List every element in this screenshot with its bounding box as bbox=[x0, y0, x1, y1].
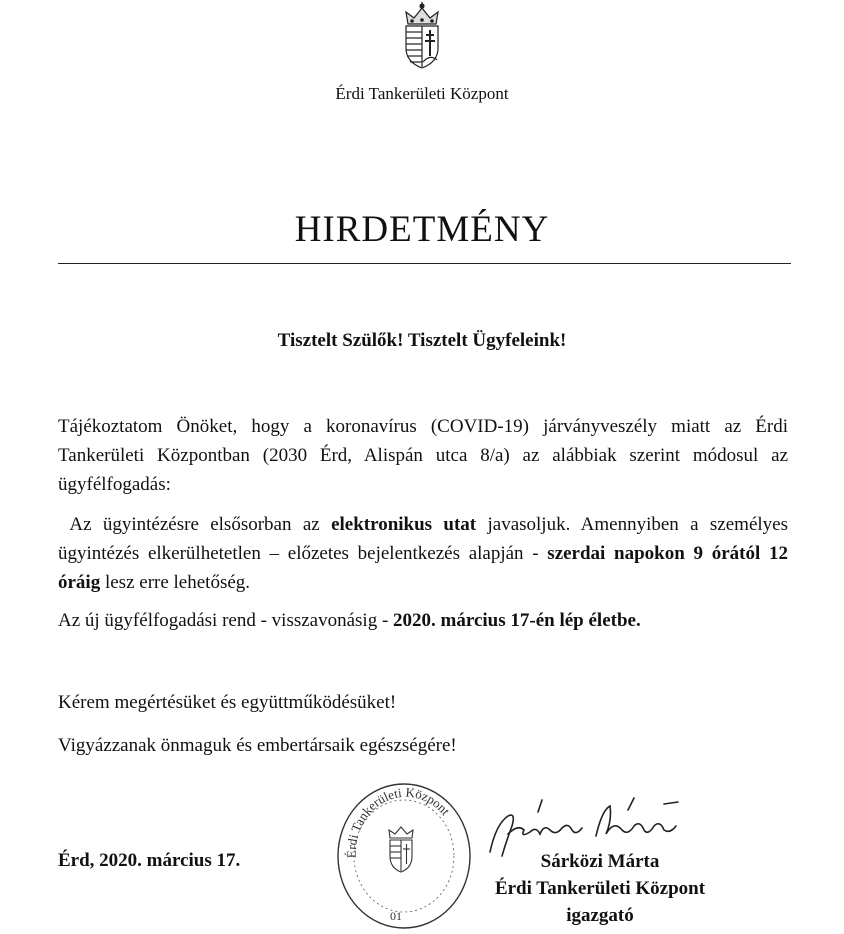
organization-name: Érdi Tankerületi Központ bbox=[335, 84, 509, 103]
bold-span: 2020. március 17-én lép életbe. bbox=[393, 610, 641, 631]
text-span: javasoljuk. Amennyiben a személyes ügyintézés elkerülhetetlen – előzetes bejelentkezés alapján - bbox=[58, 514, 788, 564]
text-span: lesz erre lehetőség. bbox=[100, 572, 251, 593]
intro-paragraph: Tájékoztatom Önöket, hogy a koronavírus (COVID-19) járványveszély miatt az Érdi Tankerületi Központban (2030 Érd, Alispán utca 8/a) az alábbiak szerint módosul az ügyfélfogadás: bbox=[58, 416, 788, 495]
official-stamp-icon bbox=[328, 770, 478, 930]
bold-span: szerdai napokon 9 órától 12 óráig bbox=[58, 543, 788, 593]
signer-title: igazgató bbox=[566, 905, 634, 926]
text-span: Az új ügyfélfogadási rend - visszavonásig - bbox=[58, 610, 394, 631]
coat-of-arms-icon bbox=[398, 2, 446, 70]
document-title: HIRDETMÉNY bbox=[294, 209, 550, 250]
text-span: Az ügyintézésre elsősorban az bbox=[69, 514, 332, 535]
request-paragraph: Kérem megértésüket és együttműködésüket! bbox=[58, 692, 397, 713]
title-divider bbox=[58, 263, 791, 264]
greeting: Tisztelt Szülők! Tisztelt Ügyfeleink! bbox=[277, 330, 567, 351]
signer-name: Sárközi Márta bbox=[540, 851, 660, 872]
stamp-number: 01 bbox=[390, 909, 402, 923]
bold-span: elektronikus utat bbox=[331, 514, 477, 535]
effective-date-paragraph bbox=[58, 606, 788, 635]
signature-block bbox=[460, 848, 740, 929]
signer-organization: Érdi Tankerületi Központ bbox=[494, 878, 706, 899]
signature-text: Sárközi Márta bbox=[478, 790, 484, 791]
closing-paragraph: Vigyázzanak önmaguk és embertársaik egészségére! bbox=[58, 735, 457, 756]
place-date: Érd, 2020. március 17. bbox=[58, 850, 241, 871]
procedure-paragraph bbox=[58, 510, 788, 597]
svg-text:Érdi Tankerületi Központ: Érdi Tankerületi Központ bbox=[343, 784, 454, 859]
